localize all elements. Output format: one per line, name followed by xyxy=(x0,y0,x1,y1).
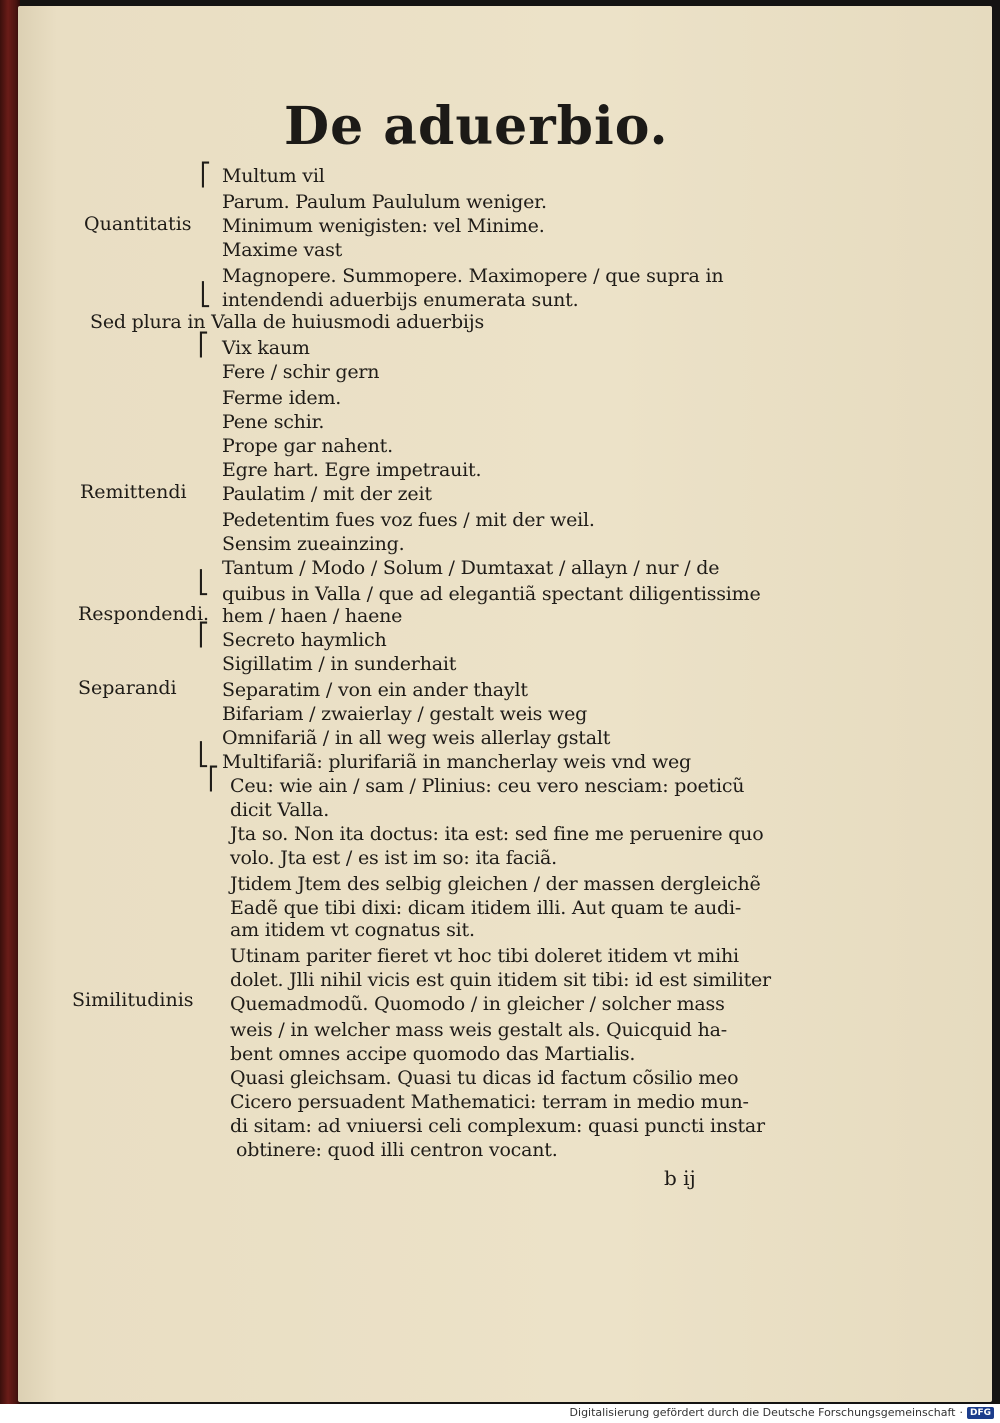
text-line: weis / in welcher mass weis gestalt als. Quicquid ha- xyxy=(230,1019,727,1041)
text-line: di sitam: ad vniuersi celi complexum: quasi puncti instar xyxy=(230,1115,765,1137)
text-line: Pene schir. xyxy=(222,411,325,433)
text-line: Prope gar nahent. xyxy=(222,435,393,457)
brace-bottom: ⎣ xyxy=(198,571,209,596)
text-line: Sed plura in Valla de huiusmodi aduerbijs xyxy=(90,311,485,333)
text-line: Jtidem Jtem des selbig gleichen / der massen dergleichẽ xyxy=(230,873,761,895)
text-line: am itidem vt cognatus sit. xyxy=(230,919,475,941)
text-line: Separatim / von ein ander thaylt xyxy=(222,679,528,701)
separator: · xyxy=(959,1406,963,1419)
text-line: Jta so. Non ita doctus: ita est: sed fine me peruenire quo xyxy=(230,823,764,845)
text-line: quibus in Valla / que ad elegantiã spectant diligentissime xyxy=(222,583,761,605)
dfg-logo-icon: DFG xyxy=(967,1407,994,1419)
brace-bottom: ⎣ xyxy=(198,743,209,768)
text-line: Ceu: wie ain / sam / Plinius: ceu vero nesciam: poeticũ xyxy=(230,775,745,797)
text-line: dicit Valla. xyxy=(230,799,330,821)
text-line: Parum. Paulum Paululum weniger. xyxy=(222,191,547,213)
text-line: Fere / schir gern xyxy=(222,361,380,383)
footer-credit xyxy=(570,1406,994,1419)
brace-top: ⎡ xyxy=(198,623,209,648)
text-line: Secreto haymlich xyxy=(222,629,387,651)
label-separandi: Separandi xyxy=(78,677,177,699)
brace-top: ⎡ xyxy=(198,333,209,358)
label-quantitatis: Quantitatis xyxy=(84,213,192,235)
text-line: bent omnes accipe quomodo das Martialis. xyxy=(230,1043,636,1065)
text-line: Sigillatim / in sunderhait xyxy=(222,653,457,675)
text-line: Pedetentim fues voz fues / mit der weil. xyxy=(222,509,595,531)
label-remittendi: Remittendi xyxy=(80,481,187,503)
text-line: intendendi aduerbijs enumerata sunt. xyxy=(222,289,579,311)
text-line: Omnifariã / in all weg weis allerlay gstalt xyxy=(222,727,611,749)
book-binding xyxy=(0,0,20,1404)
text-line: Multum vil xyxy=(222,165,325,187)
label-similitudinis: Similitudinis xyxy=(72,989,194,1011)
text-line: Paulatim / mit der zeit xyxy=(222,483,432,505)
text-line: Vix kaum xyxy=(222,337,310,359)
footer-credit-text: Digitalisierung gefördert durch die Deutsche Forschungsgemeinschaft xyxy=(569,1406,956,1419)
text-line: hem / haen / haene xyxy=(222,605,403,627)
text-line: Utinam pariter fieret vt hoc tibi doleret itidem vt mihi xyxy=(230,945,739,967)
text-line: Cicero persuadent Mathematici: terram in medio mun- xyxy=(230,1091,749,1113)
text-line: Quasi gleichsam. Quasi tu dicas id factum cõsilio meo xyxy=(230,1067,739,1089)
text-line: Multifariã: plurifariã in mancherlay weis vnd weg xyxy=(222,751,692,773)
text-line: Egre hart. Egre impetrauit. xyxy=(222,459,482,481)
page-heading: De aduerbio. xyxy=(284,96,669,157)
label-respondendi: Respondendi. xyxy=(78,603,210,625)
brace-top: ⎡ xyxy=(208,767,219,792)
text-line: volo. Jta est / es ist im so: ita faciã. xyxy=(230,847,557,869)
text-line: Maxime vast xyxy=(222,239,343,261)
brace-bottom: ⎣ xyxy=(200,283,211,308)
text-line: dolet. Jlli nihil vicis est quin itidem sit tibi: id est similiter xyxy=(230,969,771,991)
text-line: Quemadmodũ. Quomodo / in gleicher / solcher mass xyxy=(230,993,725,1015)
text-line: Tantum / Modo / Solum / Dumtaxat / allayn / nur / de xyxy=(222,557,720,579)
text-line: obtinere: quod illi centron vocant. xyxy=(236,1139,558,1161)
text-line: Minimum wenigisten: vel Minime. xyxy=(222,215,545,237)
text-line: Magnopere. Summopere. Maximopere / que supra in xyxy=(222,265,724,287)
text-line: Bifariam / zwaierlay / gestalt weis weg xyxy=(222,703,588,725)
brace-top: ⎡ xyxy=(200,163,211,188)
text-line: Sensim zueainzing. xyxy=(222,533,405,555)
text-line: Eadẽ que tibi dixi: dicam itidem illi. Aut quam te audi- xyxy=(230,897,742,919)
text-line: Ferme idem. xyxy=(222,387,342,409)
signature-mark: b ij xyxy=(664,1166,696,1190)
